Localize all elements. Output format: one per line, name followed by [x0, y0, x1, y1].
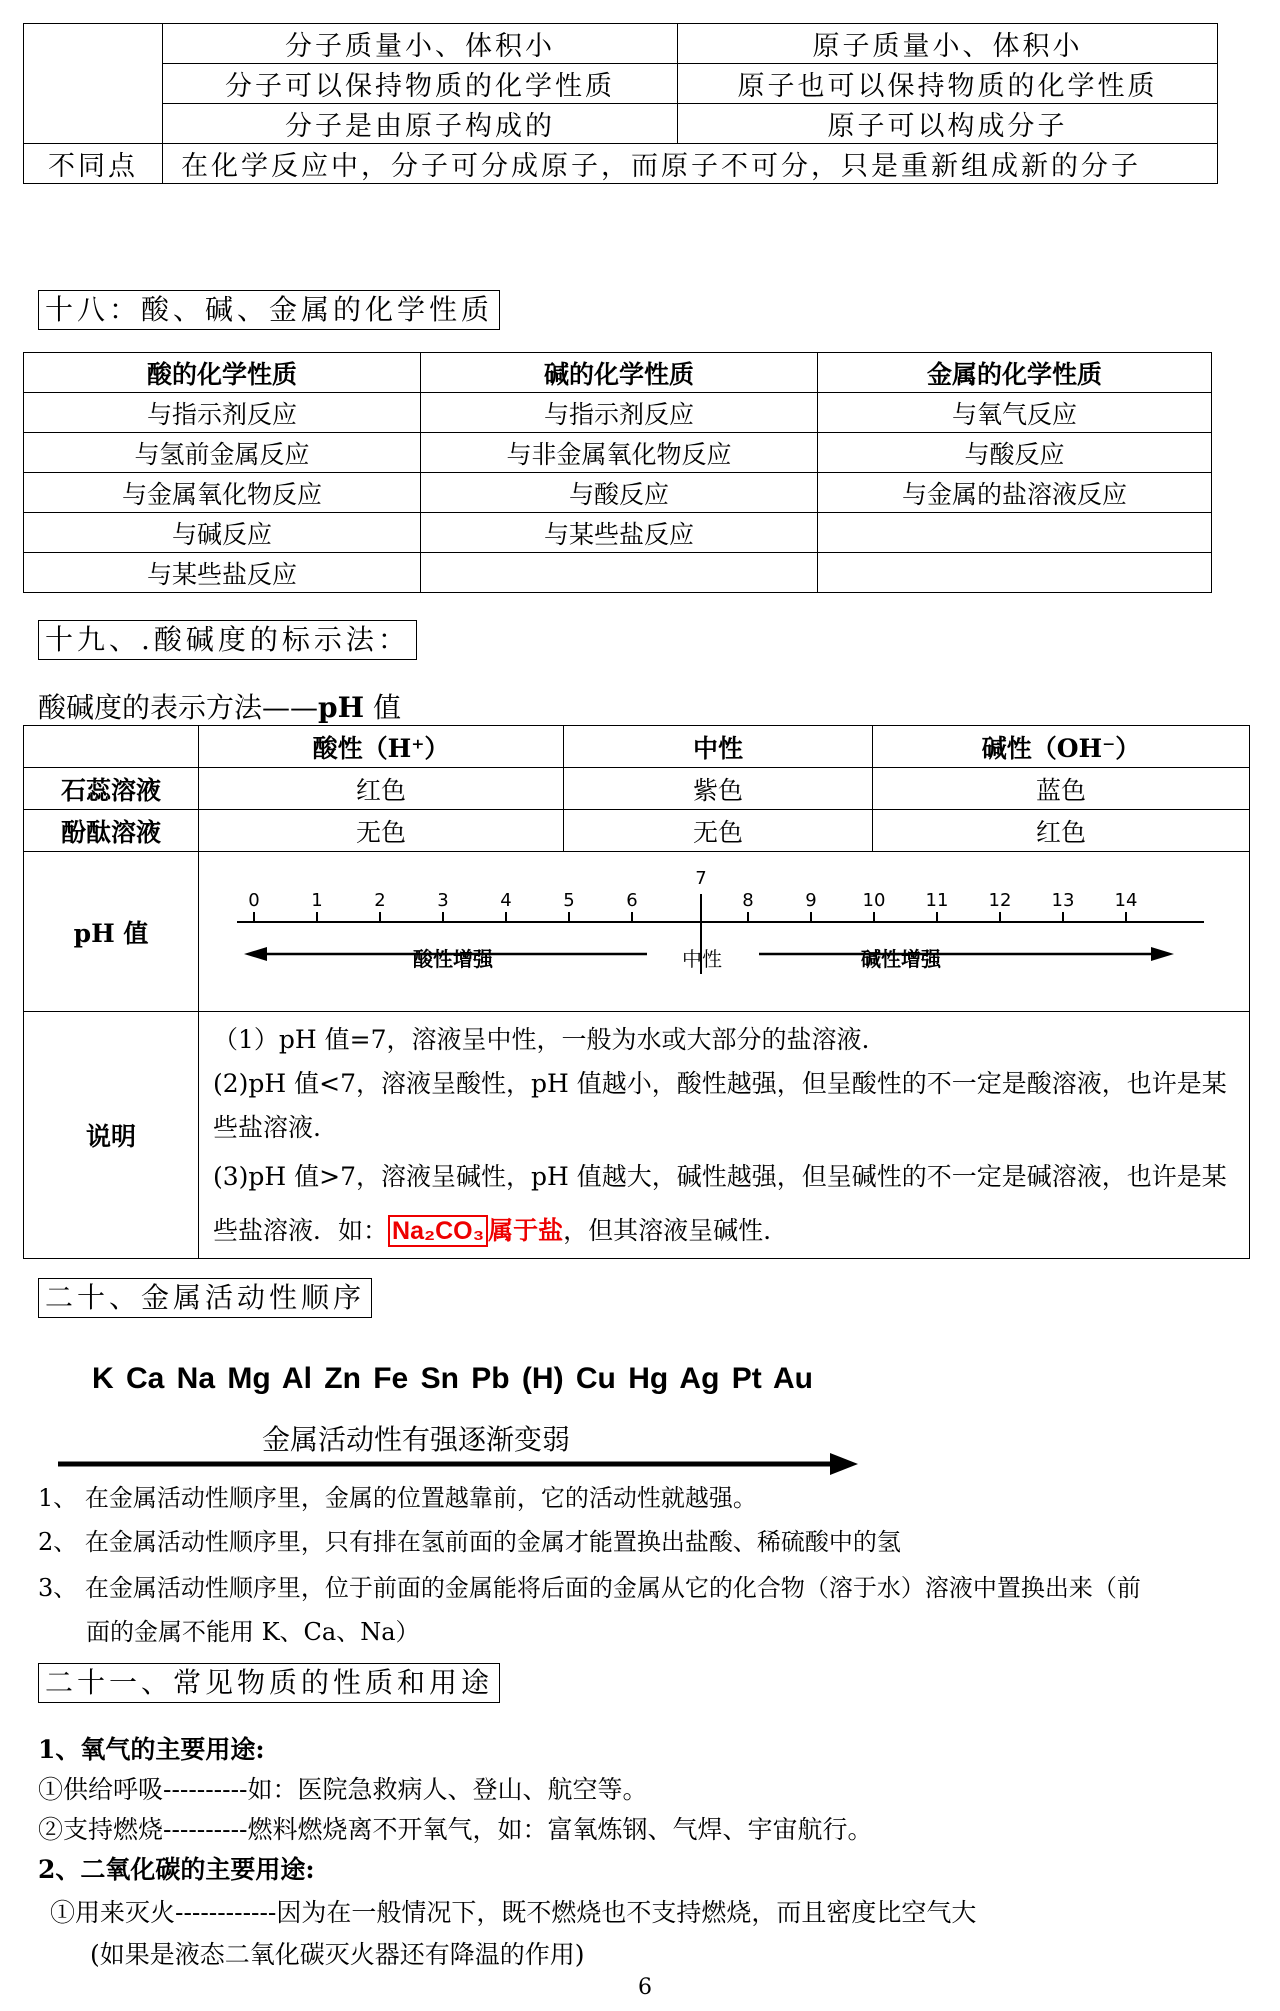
table-cell: 蓝色 — [873, 768, 1250, 810]
co2-use-1: ①用来灭火------------因为在一般情况下，既不燃烧也不支持燃烧，而且密度比空气大 — [50, 1898, 977, 1927]
base-label: 碱性增强 — [861, 946, 941, 971]
table-cell: 分子可以保持物质的化学性质 — [163, 64, 678, 104]
note-label: 说明 — [24, 1012, 199, 1259]
ph-tick-label: 11 — [925, 889, 949, 911]
ph-tick-label: 2 — [374, 889, 386, 911]
table-cell — [818, 513, 1212, 553]
ph-tick-label: 9 — [805, 889, 817, 911]
ph-tick-label: 7 — [695, 867, 707, 889]
page-number: 6 — [638, 1975, 652, 2000]
ph-tick-label: 3 — [437, 889, 449, 911]
note-cell — [199, 1012, 1250, 1259]
diff-text: 在化学反应中，分子可分成原子，而原子不可分，只是重新组成新的分子 — [163, 144, 1218, 184]
table-cell: 紫色 — [564, 768, 873, 810]
table-cell: 与碱反应 — [24, 513, 421, 553]
table-header: 碱性（OH⁻） — [873, 726, 1250, 768]
note-line-2: (2)pH 值<7，溶液呈酸性，pH 值越小，酸性越强，但呈酸性的不一定是酸溶液，也许是某些盐溶液. — [213, 1069, 1227, 1142]
rule-3-continued: 面的金属不能用 K、Ca、Na） — [86, 1618, 420, 1646]
chem-properties-table — [23, 352, 1212, 593]
ph-label: pH 值 — [24, 852, 199, 1012]
table-cell: 红色 — [873, 810, 1250, 852]
table-cell: 与金属氧化物反应 — [24, 473, 421, 513]
table-cell: 与指示剂反应 — [24, 393, 421, 433]
table-cell — [818, 553, 1212, 593]
ph-tick-label: 14 — [1114, 889, 1138, 911]
row-label: 石蕊溶液 — [24, 768, 199, 810]
table-cell — [421, 553, 818, 593]
activity-arrow — [58, 1452, 858, 1476]
table-cell: 分子是由原子构成的 — [163, 104, 678, 144]
ph-tick-label: 12 — [988, 889, 1012, 911]
table-cell: 无色 — [199, 810, 564, 852]
diff-label: 不同点 — [24, 144, 163, 184]
note-line-1: （1）pH 值=7，溶液呈中性，一般为水或大部分的盐溶液. — [213, 1025, 870, 1054]
table-header — [24, 726, 199, 768]
o2-use-2: ②支持燃烧----------燃料燃烧离不开氧气，如：富氧炼钢、气焊、宇宙航行。 — [38, 1815, 873, 1844]
co2-heading: 2、二氧化碳的主要用途: — [38, 1855, 315, 1884]
table-cell: 与某些盐反应 — [421, 513, 818, 553]
rule-1: 1、 在金属活动性顺序里，金属的位置越靠前，它的活动性就越强。 — [38, 1484, 757, 1512]
table-cell: 与氧气反应 — [818, 393, 1212, 433]
table-cell: 与氢前金属反应 — [24, 433, 421, 473]
table-cell: 无色 — [564, 810, 873, 852]
table-cell: 与指示剂反应 — [421, 393, 818, 433]
ph-table — [23, 725, 1250, 1259]
table-cell: 与金属的盐溶液反应 — [818, 473, 1212, 513]
table-header: 金属的化学性质 — [818, 353, 1212, 393]
table-cell: 分子质量小、体积小 — [163, 24, 678, 64]
table-cell: 原子也可以保持物质的化学性质 — [678, 64, 1218, 104]
co2-use-2: (如果是液态二氧化碳灭火器还有降温的作用) — [90, 1940, 585, 1969]
section18-title: 十八：酸、碱、金属的化学性质 — [38, 290, 500, 330]
table-header: 中性 — [564, 726, 873, 768]
ph-tick-label: 1 — [311, 889, 323, 911]
table-cell — [24, 24, 163, 144]
ph-tick-label: 0 — [248, 889, 260, 911]
ph-tick-label: 6 — [626, 889, 638, 911]
ph-scale-cell — [199, 852, 1250, 1012]
table-header: 碱的化学性质 — [421, 353, 818, 393]
ph-tick-label: 4 — [500, 889, 512, 911]
table-cell: 原子质量小、体积小 — [678, 24, 1218, 64]
table-cell: 红色 — [199, 768, 564, 810]
ph-subtitle: 酸碱度的表示方法——pH 值 — [38, 691, 401, 724]
na2co3-formula: Na₂CO₃ — [388, 1215, 488, 1247]
acid-label: 酸性增强 — [413, 946, 493, 971]
note-line-3: (3)pH 值>7，溶液呈碱性，pH 值越大，碱性越强，但呈碱性的不一定是碱溶液，也许是某些盐溶液．如： Na₂CO₃ 属于盐，但其溶液呈碱性. — [213, 1162, 1227, 1245]
activity-series: K Ca Na Mg Al Zn Fe Sn Pb (H) Cu Hg Ag Pt Au — [92, 1362, 813, 1395]
table-header: 酸的化学性质 — [24, 353, 421, 393]
table-cell: 原子可以构成分子 — [678, 104, 1218, 144]
rule-2: 2、 在金属活动性顺序里，只有排在氢前面的金属才能置换出盐酸、稀硫酸中的氢 — [38, 1528, 901, 1556]
table-cell: 与酸反应 — [818, 433, 1212, 473]
row-label: 酚酞溶液 — [24, 810, 199, 852]
ph-scale — [199, 854, 1249, 1010]
section20-title: 二十、金属活动性顺序 — [38, 1278, 372, 1318]
section19-title: 十九、.酸碱度的标示法： — [38, 620, 417, 660]
ph-tick-label: 5 — [563, 889, 575, 911]
molecule-atom-table — [23, 23, 1218, 184]
table-header: 酸性（H⁺） — [199, 726, 564, 768]
salt-highlight: 属于盐 — [488, 1216, 564, 1245]
ph-tick-label: 10 — [862, 889, 886, 911]
o2-use-1: ①供给呼吸----------如：医院急救病人、登山、航空等。 — [38, 1775, 648, 1804]
table-cell: 与酸反应 — [421, 473, 818, 513]
o2-heading: 1、氧气的主要用途: — [38, 1735, 265, 1764]
activity-arrow-label: 金属活动性有强逐渐变弱 — [262, 1423, 571, 1456]
ph-tick-label: 8 — [742, 889, 754, 911]
rule-3: 3、 在金属活动性顺序里，位于前面的金属能将后面的金属从它的化合物（溶于水）溶液中置换出来（前 — [38, 1574, 1141, 1602]
ph-tick-label: 13 — [1051, 889, 1075, 911]
table-cell: 与非金属氧化物反应 — [421, 433, 818, 473]
table-cell: 与某些盐反应 — [24, 553, 421, 593]
section21-title: 二十一、常见物质的性质和用途 — [38, 1663, 500, 1703]
neutral-label: 中性 — [682, 946, 722, 971]
